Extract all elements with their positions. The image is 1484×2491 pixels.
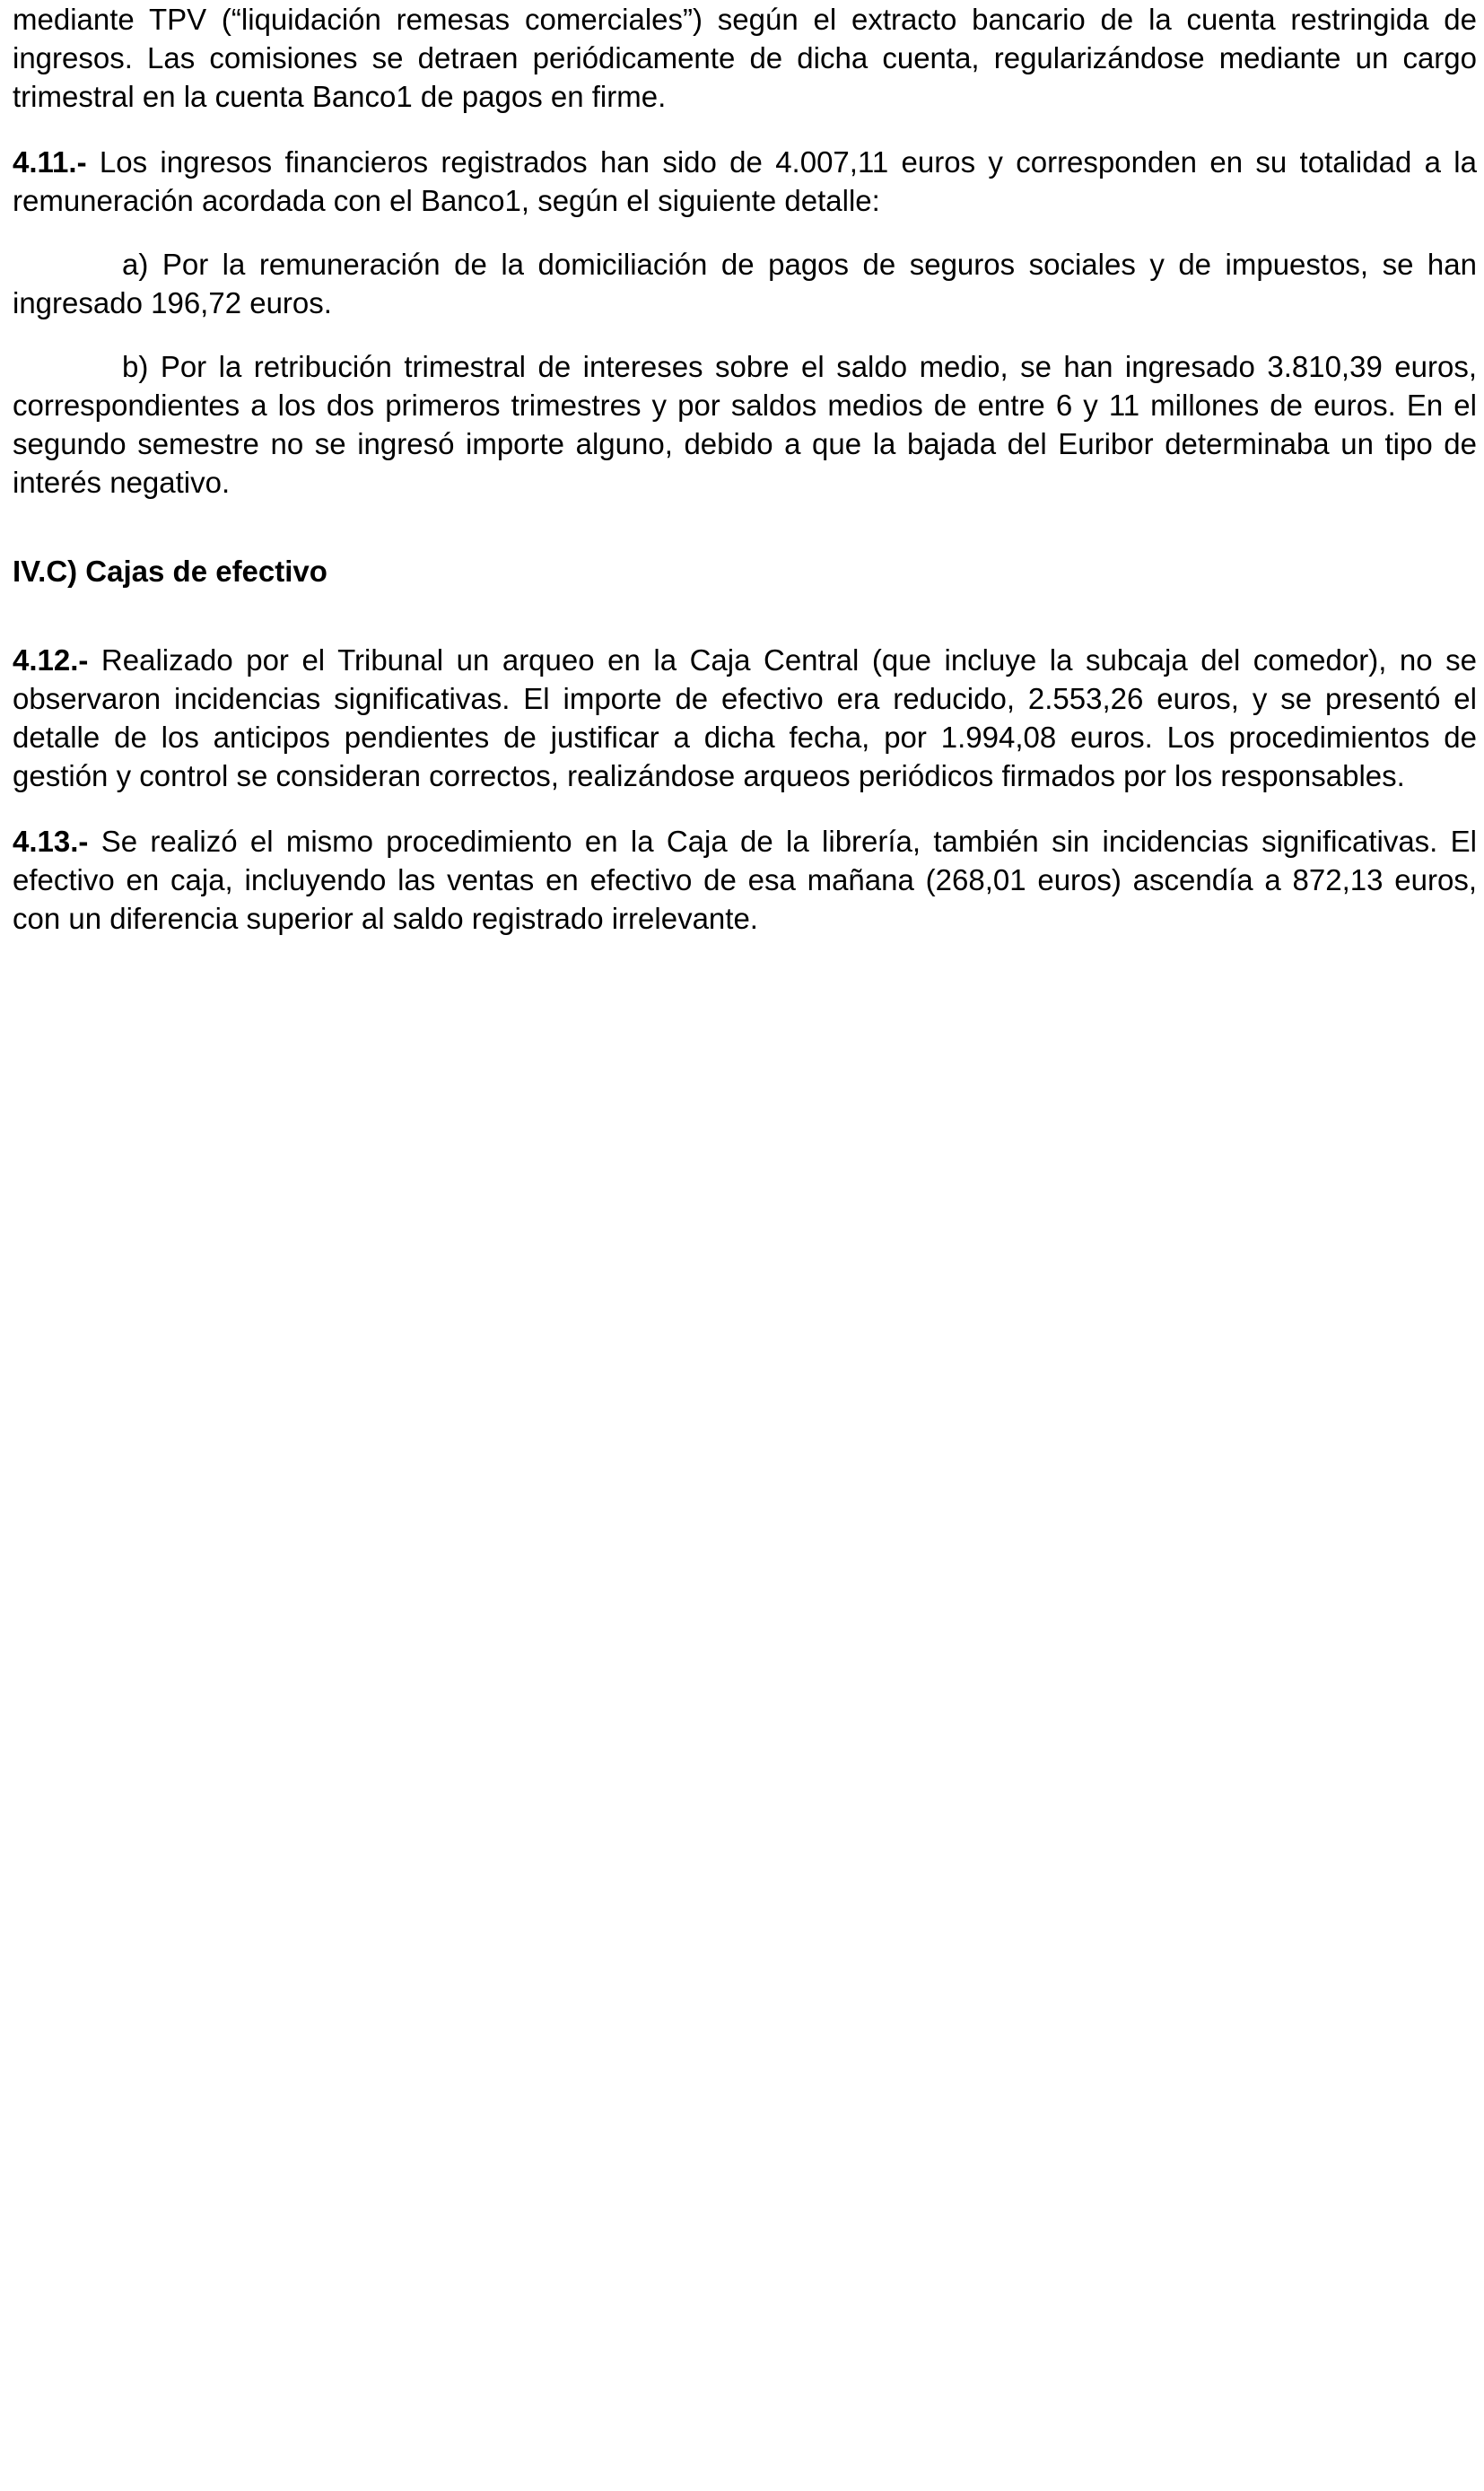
- section-number: 4.12.-: [13, 643, 89, 677]
- paragraph-4-12: [13, 641, 1477, 795]
- paragraph-item-a: [13, 245, 1477, 322]
- paragraph-text: Se realizó el mismo procedimiento en la Caja de la librería, también sin incidencias significativas. El efectivo en caja, incluyendo las ventas en efectivo de esa mañana (268,01 euros) ascendía a 872,13 euros, con un diferencia superior al saldo registrado irrelevante.: [13, 825, 1477, 935]
- paragraph-text: b) Por la retribución trimestral de intereses sobre el saldo medio, se han ingresado 3.810,39 euros, correspondientes a los dos primeros trimestres y por saldos medios de entre 6 y 11 millones de euros. En el segundo semestre no se ingresó importe alguno, debido a que la bajada del Euribor determinaba un tipo de interés negativo.: [13, 350, 1477, 499]
- paragraph-text: mediante TPV (“liquidación remesas comerciales”) según el extracto bancario de la cuenta restringida de ingresos. Las comisiones se detraen periódicamente de dicha cuenta, regularizándose mediante un cargo trimestral en la cuenta Banco1 de pagos en firme.: [13, 3, 1477, 113]
- paragraph-item-b: [13, 347, 1477, 502]
- paragraph-4-13: [13, 822, 1477, 938]
- heading-text: IV.C) Cajas de efectivo: [13, 555, 327, 588]
- paragraph-text: Realizado por el Tribunal un arqueo en la Caja Central (que incluye la subcaja del comedor), no se observaron incidencias significativas. El importe de efectivo era reducido, 2.553,26 euros, y se presentó el detalle de los anticipos pendientes de justificar a dicha fecha, por 1.994,08 euros. Los procedimientos de gestión y control se consideran correctos, realizándose arqueos periódicos firmados por los responsables.: [13, 643, 1477, 792]
- paragraph-tpv-commissions: [13, 0, 1477, 116]
- section-number: 4.13.-: [13, 825, 89, 858]
- section-number: 4.11.-: [13, 145, 87, 179]
- paragraph-text: a) Por la remuneración de la domiciliación de pagos de seguros sociales y de impuestos, se han ingresado 196,72 euros.: [13, 248, 1477, 319]
- paragraph-text: Los ingresos financieros registrados han sido de 4.007,11 euros y corresponden en su totalidad a la remuneración acordada con el Banco1, según el siguiente detalle:: [13, 145, 1477, 217]
- paragraph-4-11: [13, 143, 1477, 220]
- document-page: [13, 0, 1477, 938]
- section-heading-cajas-efectivo: [13, 552, 1477, 590]
